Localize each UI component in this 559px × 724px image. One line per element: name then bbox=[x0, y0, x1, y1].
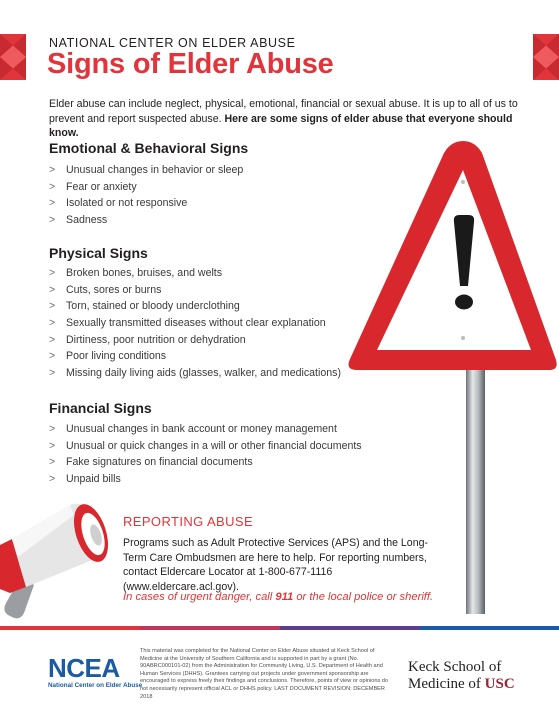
list-item: > Sexually transmitted diseases without clear explanation bbox=[49, 315, 341, 332]
list-emotional-signs bbox=[49, 162, 243, 229]
list-item: > Sadness bbox=[49, 212, 243, 229]
list-item: > Dirtiness, poor nutrition or dehydration bbox=[49, 332, 341, 349]
chevron-right-icon: > bbox=[49, 350, 56, 363]
list-item: > Poor living conditions bbox=[49, 348, 341, 365]
emergency-number: 911 bbox=[275, 591, 294, 603]
corner-pattern-right bbox=[533, 34, 559, 80]
chevron-right-icon: > bbox=[49, 283, 56, 296]
chevron-right-icon: > bbox=[49, 456, 56, 469]
chevron-right-icon: > bbox=[49, 267, 56, 279]
list-item: > Unpaid bills bbox=[49, 471, 362, 488]
chevron-right-icon: > bbox=[49, 180, 56, 193]
chevron-right-icon: > bbox=[49, 214, 56, 227]
list-item: > Unusual or quick changes in a will or other financial documents bbox=[49, 438, 362, 455]
list-item: > Fake signatures on financial documents bbox=[49, 454, 362, 471]
chevron-right-icon: > bbox=[49, 473, 56, 486]
page-title: Signs of Elder Abuse bbox=[47, 48, 334, 80]
intro-text: Elder abuse can include neglect, physical, emotional, financial or sexual abuse. It is up to all of us to prevent and report suspected abuse. bbox=[49, 98, 518, 125]
chevron-right-icon: > bbox=[49, 300, 56, 313]
ncea-logo bbox=[48, 653, 143, 689]
org-name: NATIONAL CENTER ON ELDER ABUSE bbox=[49, 36, 296, 50]
list-item: > Isolated or not responsive bbox=[49, 195, 243, 212]
chevron-right-icon: > bbox=[49, 423, 56, 435]
list-item: > Cuts, sores or burns bbox=[49, 282, 341, 299]
footer-divider bbox=[0, 626, 559, 630]
list-item: > Missing daily living aids (glasses, walker, and medications) bbox=[49, 365, 341, 382]
list-financial-signs bbox=[49, 421, 362, 488]
usc-wordmark: USC bbox=[484, 676, 515, 692]
list-item: > Unusual changes in bank account or money management bbox=[49, 421, 362, 438]
intro-bold-text: Here are some signs of elder abuse that everyone should know. bbox=[49, 112, 513, 139]
list-physical-signs bbox=[49, 265, 341, 382]
keck-logo-line1: Keck School of bbox=[408, 659, 502, 675]
chevron-right-icon: > bbox=[49, 164, 56, 176]
heading-physical-signs: Physical Signs bbox=[49, 245, 148, 261]
reporting-body: Programs such as Adult Protective Services (APS) and the Long-Term Care Ombudsmen are here to help. For reporting numbers, contact Eldercare Locator at 1-800-677-1116 (www.eldercare.acl.gov). bbox=[123, 537, 429, 593]
keck-usc-logo bbox=[408, 659, 515, 693]
list-item: > Fear or anxiety bbox=[49, 179, 243, 196]
chevron-right-icon: > bbox=[49, 333, 56, 346]
chevron-right-icon: > bbox=[49, 439, 56, 452]
chevron-right-icon: > bbox=[49, 317, 56, 330]
corner-pattern-left bbox=[0, 34, 26, 80]
heading-emotional-signs: Emotional & Behavioral Signs bbox=[49, 140, 249, 156]
chevron-right-icon: > bbox=[49, 367, 56, 380]
megaphone-icon bbox=[0, 497, 112, 625]
ncea-logo-letters: NCEA bbox=[48, 653, 120, 683]
ncea-logo-name: National Center on Elder Abuse bbox=[48, 682, 143, 689]
reporting-heading: REPORTING ABUSE bbox=[123, 514, 254, 529]
urgent-notice: In cases of urgent danger, call 911 or the local police or sheriff. bbox=[123, 591, 434, 603]
chevron-right-icon: > bbox=[49, 197, 56, 210]
intro-paragraph bbox=[49, 97, 519, 141]
funding-disclaimer: This material was completed for the National Center on Elder Abuse situated at Keck School of Medicine at the University of Southern California and is supported in part by a grant (No. 90ABRC000101-02) from the Administration for Community Living, U.S. Department of Health and Human Services (DHHS). Grantees carrying out projects under government sponsorship are encouraged to express freely their findings and conclusions. Therefore, points of view or opinions do not necessarily represent official ACL or DHHS policy. LAST DOCUMENT REVISION: DECEMBER 2018 bbox=[140, 648, 389, 700]
keck-logo-line2: Medicine of USC bbox=[408, 676, 515, 692]
heading-financial-signs: Financial Signs bbox=[49, 400, 152, 416]
list-item: > Broken bones, bruises, and welts bbox=[49, 265, 341, 282]
list-item: > Torn, stained or bloody underclothing bbox=[49, 298, 341, 315]
list-item: > Unusual changes in behavior or sleep bbox=[49, 162, 243, 179]
